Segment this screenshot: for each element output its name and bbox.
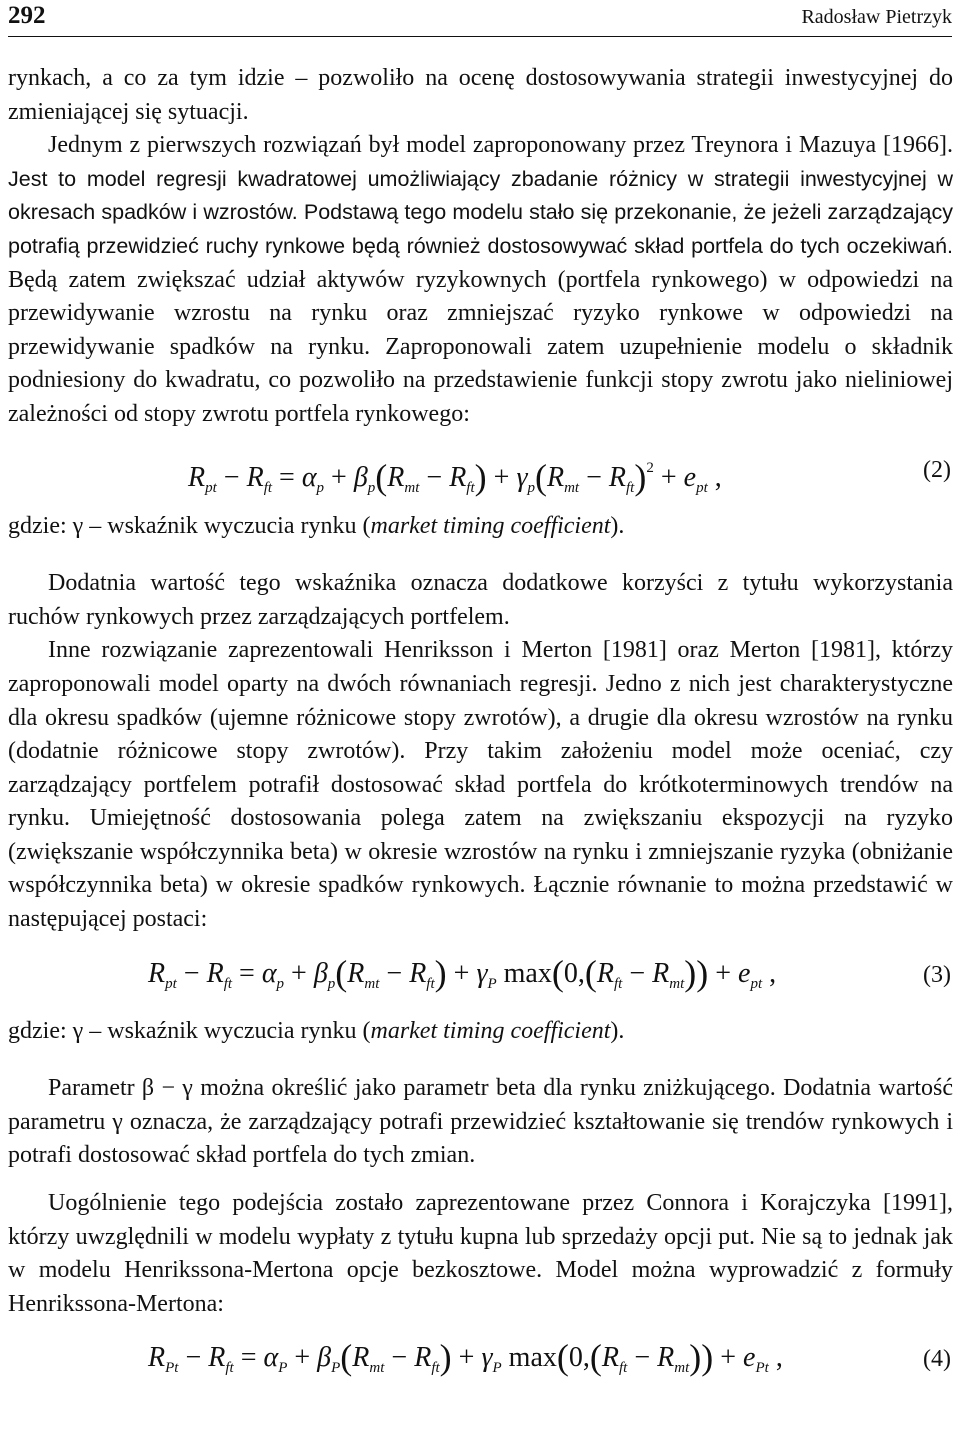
paragraph-positive-value: Dodatnia wartość tego wskaźnika oznacza dodatkowe korzyści z tytułu wykorzystania ruchów rynkowych przez zarządzających portfelem.: [8, 570, 953, 630]
paragraph-henriksson-merton: Inne rozwiązanie zaprezentowali Henriksson i Merton [1981] oraz Merton [1981], którzy zaproponowali model oparty na dwóch równaniach regresji. Jedno z nich jest charakterystyczne dla okresu spadków (ujemne różnicowe stopy zwrotów), a drugie dla okresu wzrostów na rynku (dodatnie różnicowe stopy zwrotów). Przy takim założeniu model może oceniać, czy zarządzający portfelem potrafił dostosować skład portfela do krótkoterminowych trendów na rynku. Umiejętność dostosowania polega zatem na zwiększaniu ekspozycji na ryzyko (zwiększanie współczynnika beta) w okresie wzrostów na rynku i zmniejszanie ryzyka (obniżanie współczynnika beta) w okresie spadków rynkowych. Łącznie równanie to można przedstawić w następującej postaci:: [8, 637, 953, 933]
term-italic: market timing coefficient: [370, 1017, 611, 1044]
equation-4: [8, 1333, 953, 1393]
text-run: Będą zatem zwiększać udział aktywów ryzykownych (portfela rynkowego) w odpowiedzi na przewidywanie wzrostu na rynku oraz zmniejszać ryzyko rynkowe w odpowiedzi na przewidywanie spadków na rynku. Zaproponowali zatem uzupełnienie modelu o składnik podniesiony do kwadratu, co pozwoliło na przedstawienie funkcji stopy zwrotu jako nieliniowej zależności od stopy zwrotu portfela rynkowego:: [8, 266, 953, 427]
text-run: gdzie: γ – wskaźnik wyczucia rynku (: [8, 1017, 371, 1044]
equation-2: [8, 444, 953, 504]
definition-gamma-1: [8, 510, 953, 544]
equation-4-formula: $R_{Pt} - R_{ft} = \alpha_P + \beta_P(R_{mt} - R_{ft}) + \gamma_P$ $\max(0,(R_{ft} - R_{mt})) + e_{Pt}$ ,: [148, 1337, 783, 1378]
equation-2-formula: $R_{pt} - R_{ft} = \alpha_p + \beta_p(R_{mt} - R_{ft}) + \gamma_p(R_{mt} - R_{ft})^2 + e_{pt}$ ,: [188, 456, 722, 497]
page-number: 292: [8, 2, 46, 29]
paragraph-continuation: rynkach, a co za tym idzie – pozwoliło na ocenę dostosowywania strategii inwestycyjnej do zmieniającej się sytuacji.: [8, 65, 953, 125]
page-header: [8, 0, 952, 37]
equation-3: [8, 949, 953, 1009]
text-run-narrow: Jest to model regresji kwadratowej umożliwiający zbadanie różnicy w strategii inwestycyjnej w okresach spadków i wzrostów. Podstawą tego modelu stało się przekonanie, że jeżeli zarządzający potrafią przewidzieć ruchy rynkowe będą również dostosowywać skład portfela do tych oczekiwań.: [8, 166, 953, 258]
body-text: [8, 62, 953, 1399]
running-author: Radosław Pietrzyk: [801, 6, 952, 28]
text-run: gdzie: γ – wskaźnik wyczucia rynku (: [8, 512, 371, 539]
equation-2-number: (2): [923, 456, 951, 483]
text-run: ).: [610, 1017, 625, 1044]
paragraph-treynor-mazuy: [8, 129, 953, 431]
paragraph-beta-gamma: Parametr β − γ można określić jako parametr beta dla rynku zniżkującego. Dodatnia wartość parametru γ oznacza, że zarządzający potrafi przewidzieć kształtowanie się trendów rynkowych i potrafi dostosować skład portfela do tych zmian.: [8, 1075, 953, 1169]
term-italic: market timing coefficient: [370, 512, 611, 539]
text-run: Jednym z pierwszych rozwiązań był model zaproponowany przez Treynora i Mazuya [1966].: [48, 132, 953, 159]
definition-gamma-2: [8, 1015, 953, 1049]
equation-3-formula: $R_{pt} - R_{ft} = \alpha_p + \beta_p(R_{mt} - R_{ft}) + \gamma_P$ $\max(0,(R_{ft} - R_{mt})) + e_{pt}$ ,: [148, 952, 777, 993]
paragraph-connor-korajczyk: Uogólnienie tego podejścia zostało zaprezentowane przez Connora i Korajczyka [1991], którzy uwzględnili w modelu wypłaty z tytułu kupna lub sprzedaży opcji put. Nie są to jednak jak w modelu Henrikssona-Mertona opcje bezkosztowe. Model można wyprowadzić z formuły Henrikssona-Mertona:: [8, 1190, 953, 1317]
equation-4-number: (4): [923, 1346, 951, 1373]
text-run: ).: [610, 512, 625, 539]
equation-3-number: (3): [923, 961, 951, 988]
